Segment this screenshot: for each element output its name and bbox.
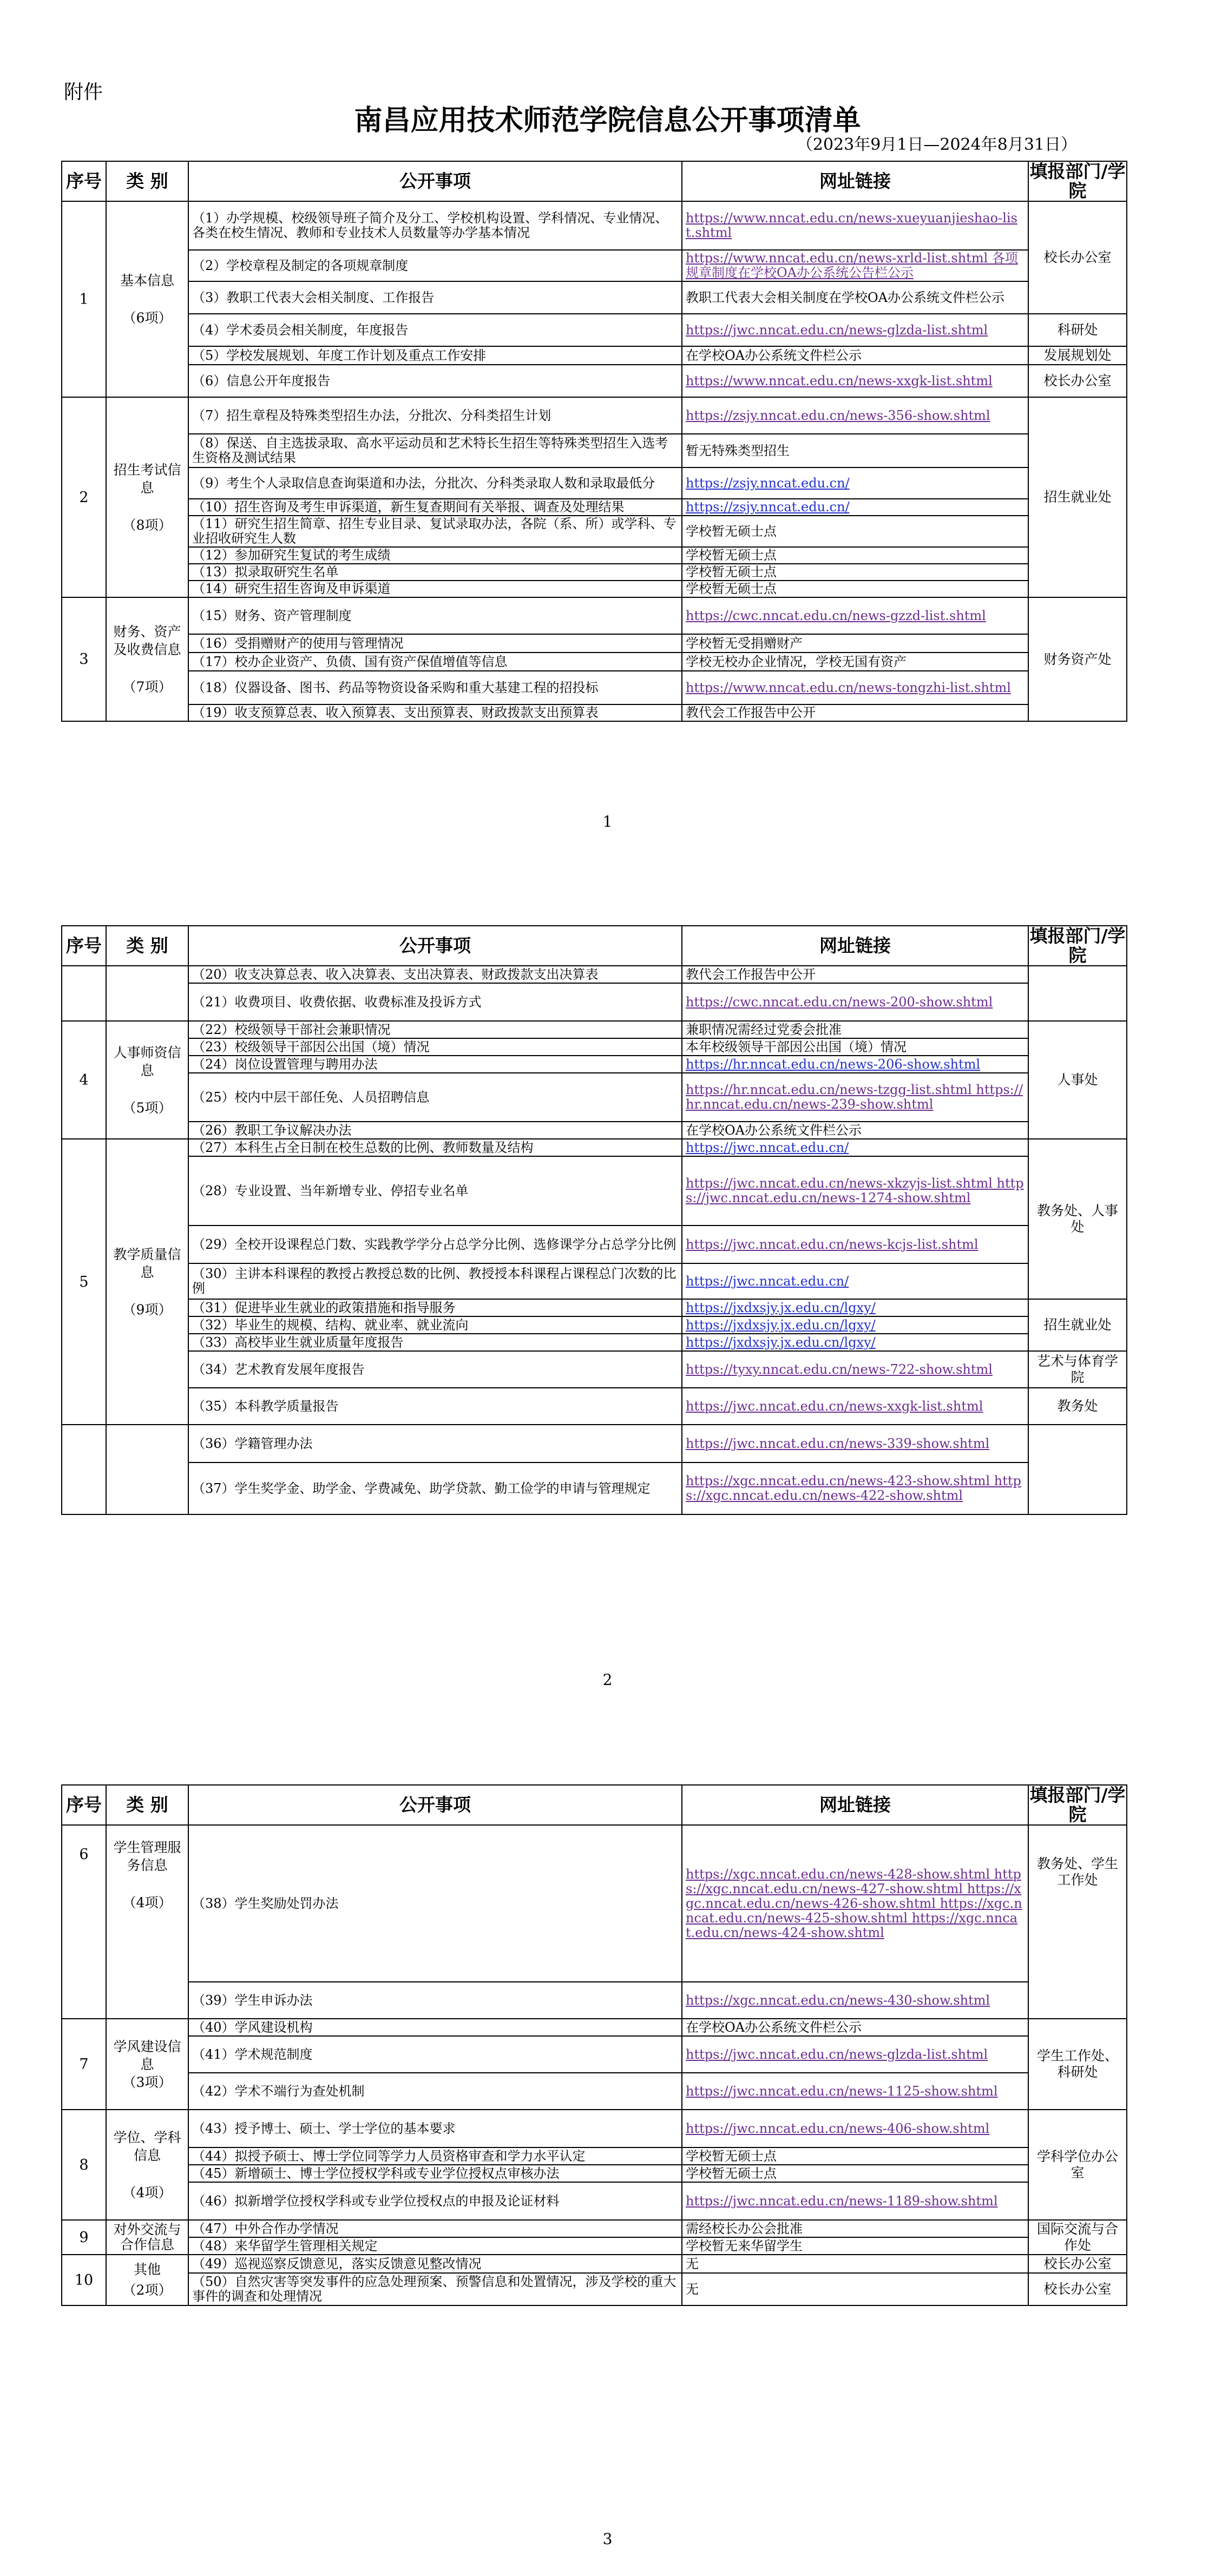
link-cell: 教职工代表大会相关制度在学校OA办公系统文件栏公示 bbox=[682, 281, 1028, 314]
item-cell: （5）学校发展规划、年度工作计划及重点工作安排 bbox=[188, 346, 682, 365]
item-cell: （20）收支决算总表、收入决算表、支出决算表、财政拨款支出决算表 bbox=[188, 966, 682, 983]
link-cell[interactable]: https://xgc.nncat.edu.cn/news-430-show.shtml bbox=[682, 1982, 1028, 2019]
header-dept: 填报部门/学院 bbox=[1028, 1785, 1127, 1825]
category-name: 对外交流与合作信息 bbox=[113, 2222, 181, 2252]
link-cell[interactable]: https://tyxy.nncat.edu.cn/news-722-show.shtml bbox=[682, 1351, 1028, 1388]
category-count: （7项） bbox=[122, 679, 172, 695]
item-cell: （40）学风建设机构 bbox=[188, 2019, 682, 2036]
table-row bbox=[62, 434, 1127, 467]
link-cell: 在学校OA办公系统文件栏公示 bbox=[682, 346, 1028, 365]
item-cell: （33）高校毕业生就业质量年度报告 bbox=[188, 1334, 682, 1351]
dept-cell: 学生工作处、科研处 bbox=[1028, 2019, 1127, 2110]
table-header-row bbox=[62, 161, 1127, 201]
table-row bbox=[62, 2255, 1127, 2273]
link-cell: 学校暂无硕士点 bbox=[682, 547, 1028, 564]
dept-cell: 科研处 bbox=[1028, 314, 1127, 346]
table-row bbox=[62, 634, 1127, 653]
item-cell: （16）受捐赠财产的使用与管理情况 bbox=[188, 634, 682, 653]
link-cell[interactable]: https://jwc.nncat.edu.cn/news-1189-show.shtml bbox=[682, 2182, 1028, 2220]
table-row bbox=[62, 1299, 1127, 1316]
item-cell: （21）收费项目、收费依据、收费标准及投诉方式 bbox=[188, 983, 682, 1021]
row-number bbox=[62, 966, 106, 1021]
header-item: 公开事项 bbox=[188, 1785, 682, 1825]
table-row bbox=[62, 250, 1127, 281]
link-cell: 暂无特殊类型招生 bbox=[682, 434, 1028, 467]
table-row bbox=[62, 2073, 1127, 2110]
table-row bbox=[62, 1334, 1127, 1351]
link-cell[interactable]: https://cwc.nncat.edu.cn/news-200-show.shtml bbox=[682, 983, 1028, 1021]
link-cell[interactable]: https://www.nncat.edu.cn/news-xrld-list.shtml 各项规章制度在学校OA办公系统公告栏公示 bbox=[682, 250, 1028, 281]
item-cell: （17）校办企业资产、负债、国有资产保值增值等信息 bbox=[188, 653, 682, 671]
row-number: 2 bbox=[62, 397, 106, 597]
item-cell: （34）艺术教育发展年度报告 bbox=[188, 1351, 682, 1388]
item-cell: （23）校级领导干部因公出国（境）情况 bbox=[188, 1038, 682, 1056]
category-cell bbox=[106, 1139, 188, 1425]
item-cell: （11）研究生招生简章、招生专业目录、复试录取办法，各院（系、所）或学科、专业招收研究生人数 bbox=[188, 516, 682, 547]
table-row bbox=[62, 1982, 1127, 2019]
table-row bbox=[62, 1263, 1127, 1299]
item-cell: （44）拟授予硕士、博士学位同等学力人员资格审查和学力水平认定 bbox=[188, 2147, 682, 2165]
table-row bbox=[62, 597, 1127, 634]
item-cell: （32）毕业生的规模、结构、就业率、就业流向 bbox=[188, 1316, 682, 1334]
category-cell bbox=[106, 201, 188, 397]
category-name: 学风建设信息 bbox=[113, 2038, 181, 2072]
table-row bbox=[62, 2165, 1127, 2182]
table-row bbox=[62, 467, 1127, 499]
item-cell: （9）考生个人录取信息查询渠道和办法，分批次、分科类录取人数和录取最低分 bbox=[188, 467, 682, 499]
row-number: 6 bbox=[62, 1825, 106, 2019]
category-cell bbox=[106, 966, 188, 1021]
link-cell: 在学校OA办公系统文件栏公示 bbox=[682, 1122, 1028, 1139]
link-cell[interactable]: https://www.nncat.edu.cn/news-xueyuanjieshao-list.shtml bbox=[682, 201, 1028, 250]
category-count: （2项） bbox=[122, 2282, 172, 2298]
page-number: 3 bbox=[602, 2530, 613, 2548]
category-name: 招生考试信息 bbox=[113, 462, 181, 496]
row-number: 5 bbox=[62, 1139, 106, 1425]
item-cell: （48）来华留学生管理相关规定 bbox=[188, 2237, 682, 2255]
item-cell: （43）授予博士、硕士、学士学位的基本要求 bbox=[188, 2110, 682, 2147]
category-cell bbox=[106, 2110, 188, 2220]
table-row bbox=[62, 1038, 1127, 1056]
link-cell[interactable]: https://jwc.nncat.edu.cn/ bbox=[682, 1139, 1028, 1156]
dept-cell: 艺术与体育学院 bbox=[1028, 1351, 1127, 1388]
table-row bbox=[62, 653, 1127, 671]
link-cell[interactable]: https://jxdxsjy.jx.edu.cn/lgxy/ bbox=[682, 1299, 1028, 1316]
category-cell bbox=[106, 2220, 188, 2255]
header-dept: 填报部门/学院 bbox=[1028, 926, 1127, 966]
table-header-row bbox=[62, 1785, 1127, 1825]
link-cell: 本年校级领导干部因公出国（境）情况 bbox=[682, 1038, 1028, 1056]
disclosure-table-page-3 bbox=[61, 1784, 1127, 2306]
item-cell: （46）拟新增学位授权学科或专业学位授权点的申报及论证材料 bbox=[188, 2182, 682, 2220]
item-cell: （10）招生咨询及考生申诉渠道，新生复查期间有关举报、调查及处理结果 bbox=[188, 499, 682, 516]
link-cell[interactable]: https://cwc.nncat.edu.cn/news-gzzd-list.shtml bbox=[682, 597, 1028, 634]
table-row bbox=[62, 581, 1127, 597]
table-row bbox=[62, 2147, 1127, 2165]
item-cell: （30）主讲本科课程的教授占教授总数的比例、教授授本科课程占课程总门次数的比例 bbox=[188, 1263, 682, 1299]
table-row bbox=[62, 1021, 1127, 1038]
link-cell[interactable]: https://hr.nncat.edu.cn/news-206-show.shtml bbox=[682, 1056, 1028, 1073]
header-item: 公开事项 bbox=[188, 926, 682, 966]
table-row bbox=[62, 499, 1127, 516]
link-cell[interactable]: https://www.nncat.edu.cn/news-tongzhi-list.shtml bbox=[682, 671, 1028, 704]
row-number: 3 bbox=[62, 597, 106, 721]
link-cell[interactable]: https://jwc.nncat.edu.cn/news-xxgk-list.shtml bbox=[682, 1388, 1028, 1425]
header-no: 序号 bbox=[62, 161, 106, 201]
category-cell bbox=[106, 597, 188, 721]
item-cell: （3）教职工代表大会相关制度、工作报告 bbox=[188, 281, 682, 314]
link-cell: 学校暂无硕士点 bbox=[682, 2165, 1028, 2182]
link-cell: 需经校长办公会批准 bbox=[682, 2220, 1028, 2237]
table-row bbox=[62, 2110, 1127, 2147]
table-row bbox=[62, 2273, 1127, 2305]
link-cell[interactable]: https://zsjy.nncat.edu.cn/ bbox=[682, 467, 1028, 499]
table-row bbox=[62, 1156, 1127, 1226]
table-row bbox=[62, 983, 1127, 1021]
table-row bbox=[62, 1226, 1127, 1263]
item-cell: （47）中外合作办学情况 bbox=[188, 2220, 682, 2237]
link-cell[interactable]: https://zsjy.nncat.edu.cn/ bbox=[682, 499, 1028, 516]
category-cell bbox=[106, 1425, 188, 1514]
header-category: 类 别 bbox=[106, 161, 188, 201]
dept-cell bbox=[1028, 1425, 1127, 1514]
dept-cell: 学科学位办公室 bbox=[1028, 2110, 1127, 2220]
link-cell: 学校暂无硕士点 bbox=[682, 2147, 1028, 2165]
item-cell: （37）学生奖学金、助学金、学费减免、助学贷款、勤工俭学的申请与管理规定 bbox=[188, 1462, 682, 1514]
header-link: 网址链接 bbox=[682, 926, 1028, 966]
link-cell: 兼职情况需经过党委会批准 bbox=[682, 1021, 1028, 1038]
category-name: 教学质量信息 bbox=[113, 1246, 181, 1280]
header-no: 序号 bbox=[62, 926, 106, 966]
dept-cell: 教务处、人事处 bbox=[1028, 1139, 1127, 1299]
dept-cell bbox=[1028, 966, 1127, 1021]
table-row bbox=[62, 201, 1127, 250]
item-cell: （19）收支预算总表、收入预算表、支出预算表、财政拨款支出预算表 bbox=[188, 704, 682, 721]
category-count: （9项） bbox=[122, 1301, 172, 1317]
item-cell: （29）全校开设课程总门数、实践教学学分占总学分比例、选修课学分占总学分比例 bbox=[188, 1226, 682, 1263]
link-cell: 教代会工作报告中公开 bbox=[682, 704, 1028, 721]
table-row bbox=[62, 1425, 1127, 1462]
category-name: 其他 bbox=[133, 2262, 161, 2277]
item-cell: （6）信息公开年度报告 bbox=[188, 365, 682, 397]
header-category: 类 别 bbox=[106, 926, 188, 966]
row-number: 8 bbox=[62, 2110, 106, 2220]
category-cell bbox=[106, 2019, 188, 2110]
item-cell: （7）招生章程及特殊类型招生办法，分批次、分科类招生计划 bbox=[188, 397, 682, 434]
header-link: 网址链接 bbox=[682, 161, 1028, 201]
link-cell: 无 bbox=[682, 2273, 1028, 2305]
table-row bbox=[62, 1316, 1127, 1334]
table-header-row bbox=[62, 926, 1127, 966]
table-row bbox=[62, 516, 1127, 547]
category-cell bbox=[106, 1021, 188, 1139]
table-row bbox=[62, 1351, 1127, 1388]
table-row bbox=[62, 281, 1127, 314]
link-cell[interactable]: https://www.nncat.edu.cn/news-xxgk-list.shtml bbox=[682, 365, 1028, 397]
link-cell[interactable]: https://zsjy.nncat.edu.cn/news-356-show.shtml bbox=[682, 397, 1028, 434]
category-count: （5项） bbox=[122, 1099, 172, 1116]
category-name: 人事师资信息 bbox=[113, 1044, 181, 1078]
dept-cell: 国际交流与合作处 bbox=[1028, 2220, 1127, 2255]
link-cell: 无 bbox=[682, 2255, 1028, 2273]
row-number: 9 bbox=[62, 2220, 106, 2255]
link-cell[interactable]: https://hr.nncat.edu.cn/news-tzgg-list.shtml https://hr.nncat.edu.cn/news-239-show.shtml bbox=[682, 1073, 1028, 1122]
header-no: 序号 bbox=[62, 1785, 106, 1825]
item-cell: （36）学籍管理办法 bbox=[188, 1425, 682, 1462]
link-cell: 学校暂无硕士点 bbox=[682, 564, 1028, 581]
table-row bbox=[62, 2237, 1127, 2255]
category-count: （4项） bbox=[122, 1895, 172, 1910]
table-row bbox=[62, 1462, 1127, 1514]
dept-cell: 教务处 bbox=[1028, 1388, 1127, 1425]
item-cell: （39）学生申诉办法 bbox=[188, 1982, 682, 2019]
link-cell[interactable]: https://jwc.nncat.edu.cn/ bbox=[682, 1263, 1028, 1299]
table-row bbox=[62, 1388, 1127, 1425]
item-cell: （35）本科教学质量报告 bbox=[188, 1388, 682, 1425]
item-cell: （41）学术规范制度 bbox=[188, 2036, 682, 2073]
table-row bbox=[62, 2019, 1127, 2036]
link-cell: 教代会工作报告中公开 bbox=[682, 966, 1028, 983]
dept-cell: 校长办公室 bbox=[1028, 201, 1127, 314]
category-name: 财务、资产及收费信息 bbox=[113, 624, 181, 657]
table-row bbox=[62, 1122, 1127, 1139]
disclosure-table-page-1 bbox=[61, 161, 1127, 722]
row-number: 1 bbox=[62, 201, 106, 397]
item-cell: （38）学生奖励处罚办法 bbox=[188, 1825, 682, 1982]
category-name: 学位、学科信息 bbox=[113, 2129, 181, 2163]
period-subtitle: （2023年9月1日—2024年8月31日） bbox=[796, 135, 1077, 154]
dept-cell: 财务资产处 bbox=[1028, 597, 1127, 721]
item-cell: （49）巡视巡察反馈意见，落实反馈意见整改情况 bbox=[188, 2255, 682, 2273]
table-row bbox=[62, 1825, 1127, 1982]
item-cell: （25）校内中层干部任免、人员招聘信息 bbox=[188, 1073, 682, 1122]
item-cell: （42）学术不端行为查处机制 bbox=[188, 2073, 682, 2110]
category-cell bbox=[106, 1825, 188, 2019]
table-row bbox=[62, 314, 1127, 346]
header-dept: 填报部门/学院 bbox=[1028, 161, 1127, 201]
header-category: 类 别 bbox=[106, 1785, 188, 1825]
category-count: （8项） bbox=[122, 517, 172, 533]
item-cell: （26）教职工争议解决办法 bbox=[188, 1122, 682, 1139]
category-count: （4项） bbox=[122, 2184, 172, 2201]
link-cell[interactable]: https://xgc.nncat.edu.cn/news-428-show.shtml https://xgc.nncat.edu.cn/news-427-show.shtml https://xgc.nncat.edu.cn/news-426-show.shtml https://xgc.nncat.edu.cn/news-425-show.shtml https://xgc.nncat.edu.cn/news-424-show.shtml bbox=[682, 1825, 1028, 1982]
item-cell: （24）岗位设置管理与聘用办法 bbox=[188, 1056, 682, 1073]
table-row bbox=[62, 346, 1127, 365]
table-row bbox=[62, 1056, 1127, 1073]
table-row bbox=[62, 397, 1127, 434]
link-cell: 在学校OA办公系统文件栏公示 bbox=[682, 2019, 1028, 2036]
row-number: 10 bbox=[62, 2255, 106, 2305]
link-cell[interactable]: https://jwc.nncat.edu.cn/news-xkzyjs-list.shtml https://jwc.nncat.edu.cn/news-1274-show.shtml bbox=[682, 1156, 1028, 1226]
dept-cell: 发展规划处 bbox=[1028, 346, 1127, 365]
link-cell[interactable]: https://xgc.nncat.edu.cn/news-423-show.shtml https://xgc.nncat.edu.cn/news-422-show.shtml bbox=[682, 1462, 1028, 1514]
header-link: 网址链接 bbox=[682, 1785, 1028, 1825]
item-cell: （2）学校章程及制定的各项规章制度 bbox=[188, 250, 682, 281]
page-title: 南昌应用技术师范学院信息公开事项清单 bbox=[354, 104, 861, 137]
table-row bbox=[62, 547, 1127, 564]
item-cell: （15）财务、资产管理制度 bbox=[188, 597, 682, 634]
item-cell: （45）新增硕士、博士学位授权学科或专业学位授权点审核办法 bbox=[188, 2165, 682, 2182]
page-number: 2 bbox=[602, 1671, 613, 1689]
item-cell: （4）学术委员会相关制度，年度报告 bbox=[188, 314, 682, 346]
table-row bbox=[62, 966, 1127, 983]
table-row bbox=[62, 1073, 1127, 1122]
link-cell: 学校暂无硕士点 bbox=[682, 581, 1028, 597]
dept-cell: 校长办公室 bbox=[1028, 2273, 1127, 2305]
link-cell[interactable]: https://jwc.nncat.edu.cn/news-406-show.shtml bbox=[682, 2110, 1028, 2147]
row-number: 7 bbox=[62, 2019, 106, 2110]
dept-cell: 校长办公室 bbox=[1028, 365, 1127, 397]
category-cell bbox=[106, 397, 188, 597]
table-row bbox=[62, 671, 1127, 704]
category-count: （6项） bbox=[122, 310, 172, 326]
table-row bbox=[62, 2182, 1127, 2220]
item-cell: （22）校级领导干部社会兼职情况 bbox=[188, 1021, 682, 1038]
item-cell: （13）拟录取研究生名单 bbox=[188, 564, 682, 581]
header-item: 公开事项 bbox=[188, 161, 682, 201]
category-count: （3项） bbox=[122, 2074, 172, 2090]
item-cell: （18）仪器设备、图书、药品等物资设备采购和重大基建工程的招投标 bbox=[188, 671, 682, 704]
item-cell: （8）保送、自主选拔录取、高水平运动员和艺术特长生招生等特殊类型招生入选考生资格及测试结果 bbox=[188, 434, 682, 467]
link-cell: 学校暂无硕士点 bbox=[682, 516, 1028, 547]
link-cell[interactable]: https://jwc.nncat.edu.cn/news-kcjs-list.shtml bbox=[682, 1226, 1028, 1263]
page-number: 1 bbox=[602, 813, 613, 831]
item-cell: （50）自然灾害等突发事件的应急处理预案、预警信息和处置情况，涉及学校的重大事件的调查和处理情况 bbox=[188, 2273, 682, 2305]
dept-cell: 人事处 bbox=[1028, 1021, 1127, 1139]
table-row bbox=[62, 365, 1127, 397]
link-cell[interactable]: https://jwc.nncat.edu.cn/news-1125-show.shtml bbox=[682, 2073, 1028, 2110]
table-row bbox=[62, 1139, 1127, 1156]
category-name: 学生管理服务信息 bbox=[113, 1840, 181, 1873]
dept-cell: 校长办公室 bbox=[1028, 2255, 1127, 2273]
category-name: 基本信息 bbox=[120, 273, 174, 288]
link-cell: 学校暂无来华留学生 bbox=[682, 2237, 1028, 2255]
link-cell[interactable]: https://jxdxsjy.jx.edu.cn/lgxy/ bbox=[682, 1316, 1028, 1334]
category-cell bbox=[106, 2255, 188, 2305]
row-number: 4 bbox=[62, 1021, 106, 1139]
dept-cell: 教务处、学生工作处 bbox=[1028, 1825, 1127, 2019]
table-row bbox=[62, 2220, 1127, 2237]
item-cell: （31）促进毕业生就业的政策措施和指导服务 bbox=[188, 1299, 682, 1316]
item-cell: （1）办学规模、校级领导班子简介及分工、学校机构设置、学科情况、专业情况、各类在校生情况、教师和专业技术人员数量等办学基本情况 bbox=[188, 201, 682, 250]
link-cell[interactable]: https://jwc.nncat.edu.cn/news-glzda-list.shtml bbox=[682, 314, 1028, 346]
annex-label: 附件 bbox=[64, 81, 103, 103]
item-cell: （28）专业设置、当年新增专业、停招专业名单 bbox=[188, 1156, 682, 1226]
dept-cell: 招生就业处 bbox=[1028, 397, 1127, 597]
link-cell: 学校暂无受捐赠财产 bbox=[682, 634, 1028, 653]
row-number bbox=[62, 1425, 106, 1514]
link-cell[interactable]: https://jwc.nncat.edu.cn/news-glzda-list.shtml bbox=[682, 2036, 1028, 2073]
dept-cell: 招生就业处 bbox=[1028, 1299, 1127, 1351]
link-cell[interactable]: https://jwc.nncat.edu.cn/news-339-show.shtml bbox=[682, 1425, 1028, 1462]
item-cell: （27）本科生占全日制在校生总数的比例、教师数量及结构 bbox=[188, 1139, 682, 1156]
link-cell[interactable]: https://jxdxsjy.jx.edu.cn/lgxy/ bbox=[682, 1334, 1028, 1351]
table-row bbox=[62, 564, 1127, 581]
item-cell: （12）参加研究生复试的考生成绩 bbox=[188, 547, 682, 564]
item-cell: （14）研究生招生咨询及申诉渠道 bbox=[188, 581, 682, 597]
link-cell: 学校无校办企业情况，学校无国有资产 bbox=[682, 653, 1028, 671]
table-row bbox=[62, 2036, 1127, 2073]
disclosure-table-page-2 bbox=[61, 925, 1127, 1515]
table-row bbox=[62, 704, 1127, 721]
